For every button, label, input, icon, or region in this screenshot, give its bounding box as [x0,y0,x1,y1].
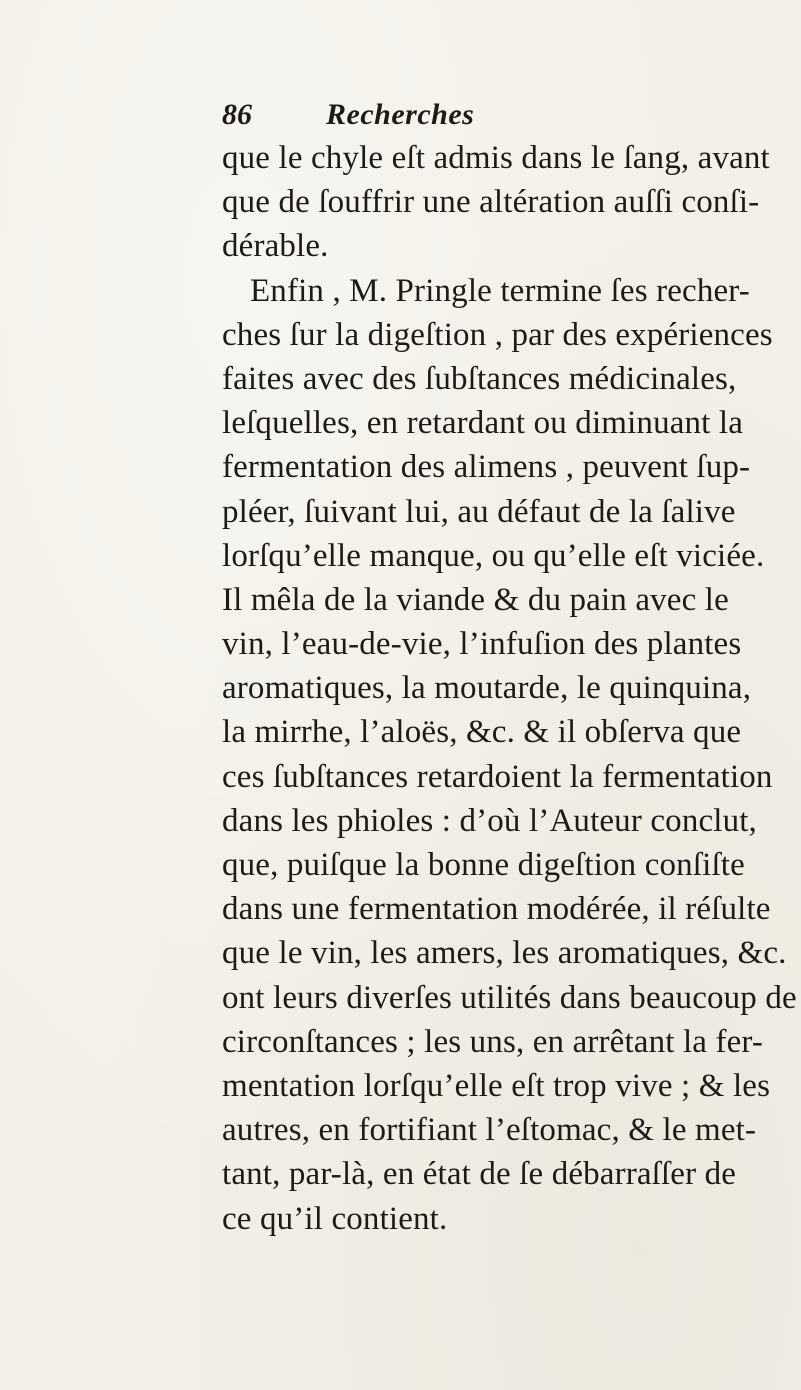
text-line: la mirrhe, l’aloës, &c. & il obſerva que [222,714,742,751]
text-line: dérable. [222,228,329,265]
text-line: que de ſouffrir une altération auſſi conſi- [222,184,760,221]
text-line: dans une fermentation modérée, il réſulte [222,891,771,928]
text-line: ches ſur la digeſtion , par des expériences [222,316,773,353]
text-line: fermentation des alimens , peuvent ſup- [222,449,751,486]
text-line: dans les phioles : d’où l’Auteur conclut, [222,802,757,839]
text-line: tant, par-là, en état de ſe débarraſſer de [222,1156,737,1193]
text-line: mentation lorſqu’elle eſt trop vive ; & les [222,1067,771,1104]
text-line: leſquelles, en retardant ou diminuant la [222,405,743,442]
text-line: que, puiſque la bonne digeſtion conſiſte [222,847,745,883]
text-line: autres, en fortifiant l’eſtomac, & le met- [222,1112,757,1149]
text-line: circonſtances ; les uns, en arrêtant la fer- [222,1023,764,1060]
running-head: Recherches [326,98,475,131]
body-text [222,136,797,1241]
text-line: ont leurs diverſes utilités dans beaucoup de [222,979,797,1016]
text-line: faites avec des ſubſtances médicinales, [222,360,737,397]
text-line: pléer, ſuivant lui, au défaut de la ſalive [222,493,736,530]
text-line: Il mêla de la viande & du pain avec le [222,581,729,618]
text-line: lorſqu’elle manque, ou qu’elle eſt viciée. [222,537,765,574]
text-line: aromatiques, la moutarde, le quinquina, [222,670,752,707]
text-line: vin, l’eau-de-vie, l’infuſion des plantes [222,626,742,663]
text-line: ces ſubſtances retardoient la fermentation [222,758,773,795]
text-line: que le chyle eſt admis dans le ſang, avant [222,140,770,176]
text-line: que le vin, les amers, les aromatiques, &c. [222,935,787,972]
text-line: Enfin , M. Pringle termine ſes recher- [250,272,750,309]
page-header [222,98,652,138]
text-line: ce qu’il contient. [222,1200,448,1237]
page-number: 86 [222,98,252,131]
